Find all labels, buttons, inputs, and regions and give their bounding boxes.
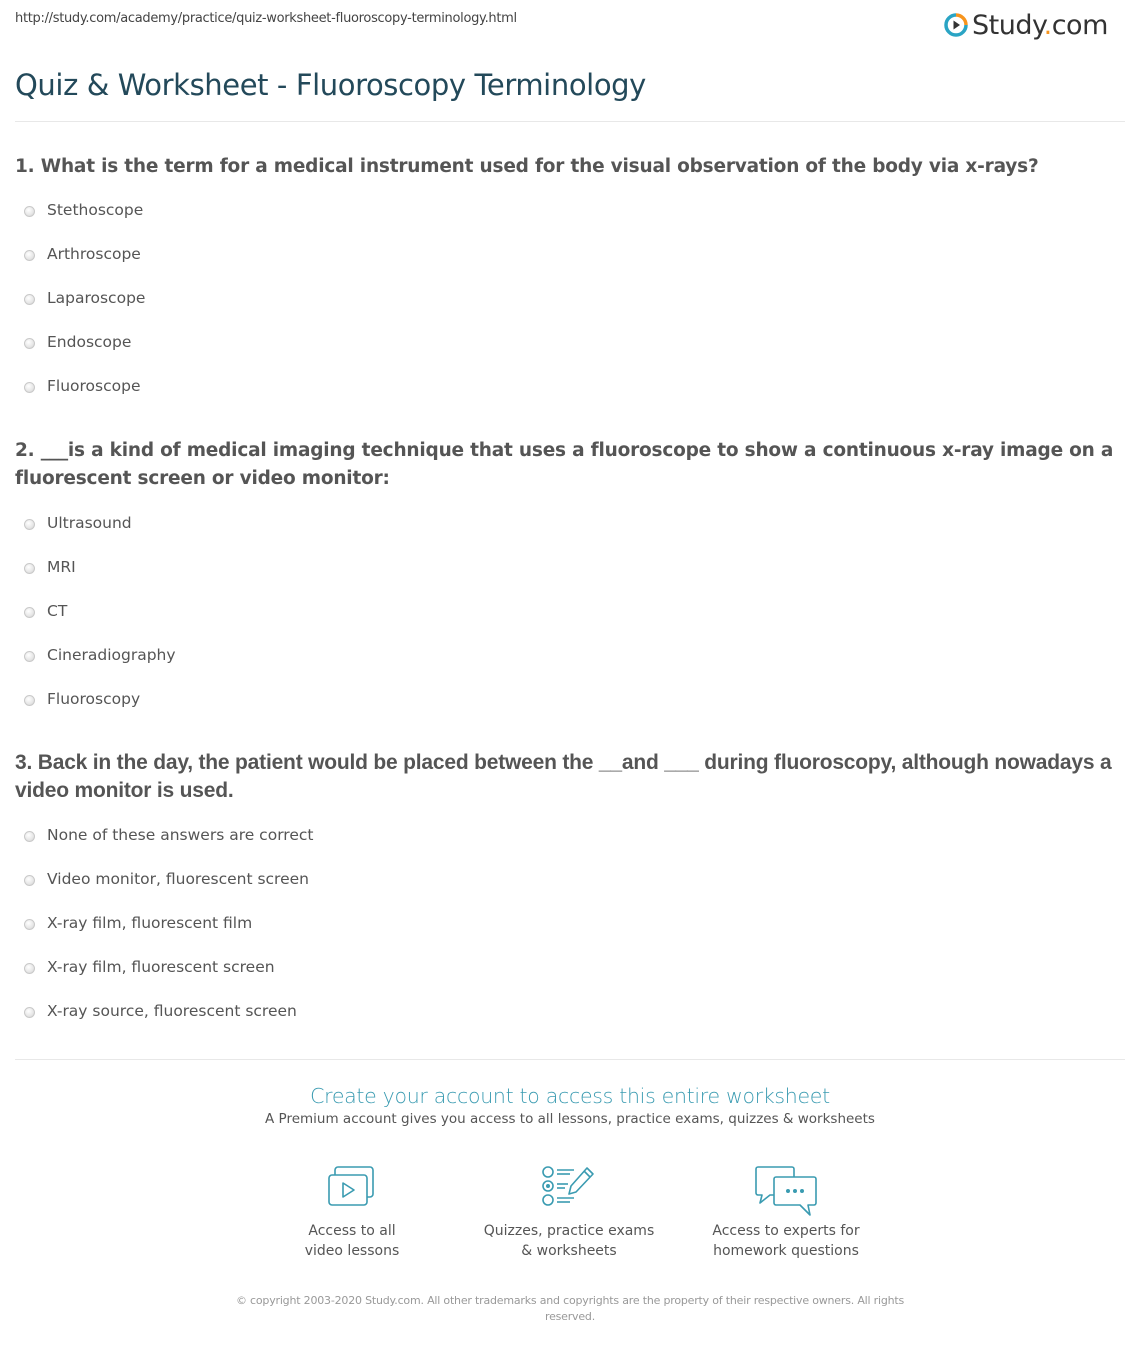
answer-option[interactable] (15, 689, 1125, 733)
option-label: Fluoroscope (47, 377, 141, 395)
radio-button[interactable] (24, 382, 35, 393)
video-lessons-icon (326, 1165, 378, 1209)
question-text: 2. ___is a kind of medical imaging technique that uses a fluoroscope to show a continuous x-ray image on a fluorescent screen or video monitor: (15, 440, 1114, 489)
radio-button[interactable] (24, 651, 35, 662)
radio-button[interactable] (24, 250, 35, 261)
cta-title-link[interactable]: Create your account to access this entire worksheet (310, 1084, 830, 1108)
answer-option[interactable] (15, 869, 1125, 913)
answer-option[interactable] (15, 557, 1125, 601)
option-label: MRI (47, 558, 76, 576)
radio-button[interactable] (24, 206, 35, 217)
chat-bubbles-icon (754, 1165, 818, 1217)
page-title: Quiz & Worksheet - Fluoroscopy Terminology (15, 68, 646, 102)
signup-cta (0, 1083, 1140, 1128)
radio-button[interactable] (24, 875, 35, 886)
radio-button[interactable] (24, 963, 35, 974)
radio-button[interactable] (24, 695, 35, 706)
play-circle-icon (944, 13, 968, 37)
copyright-notice: © copyright 2003-2020 Study.com. All other trademarks and copyrights are the property of their respective owners. All rights reserved. (235, 1294, 905, 1323)
option-label: Endoscope (47, 333, 132, 351)
answer-option[interactable] (15, 957, 1125, 1001)
option-label: Fluoroscopy (47, 690, 141, 708)
logo-dot: . (1043, 9, 1052, 41)
answer-option[interactable] (15, 913, 1125, 957)
answer-option[interactable] (15, 200, 1125, 244)
feature-label-line: homework questions (713, 1243, 859, 1259)
answer-option[interactable] (15, 332, 1125, 376)
logo-word: Study (972, 9, 1044, 41)
quiz-checklist-icon (540, 1165, 598, 1209)
cta-subtitle: A Premium account gives you access to all lessons, practice exams, quizzes & worksheets (265, 1111, 875, 1127)
answer-option[interactable] (15, 1001, 1125, 1045)
radio-button[interactable] (24, 919, 35, 930)
answer-option[interactable] (15, 825, 1125, 869)
radio-button[interactable] (24, 519, 35, 530)
radio-button[interactable] (24, 563, 35, 574)
option-label: Cineradiography (47, 646, 176, 664)
option-label: X-ray source, fluorescent screen (47, 1002, 297, 1020)
logo-text (972, 10, 1108, 41)
answer-option[interactable] (15, 244, 1125, 288)
radio-button[interactable] (24, 607, 35, 618)
option-label: X-ray film, fluorescent film (47, 914, 253, 932)
question-text: 3. Back in the day, the patient would be placed between the __and ___ during fluoroscopy, although nowadays a video monitor is used. (15, 751, 1112, 802)
option-label: None of these answers are correct (47, 826, 314, 844)
divider (15, 121, 1125, 122)
option-label: Laparoscope (47, 289, 146, 307)
feature-quizzes (469, 1165, 669, 1261)
question-text: 1. What is the term for a medical instrument used for the visual observation of the body via x-rays? (15, 156, 1039, 177)
answer-option[interactable] (15, 288, 1125, 332)
option-label: CT (47, 602, 68, 620)
radio-button[interactable] (24, 1007, 35, 1018)
answer-option[interactable] (15, 376, 1125, 420)
feature-video-lessons (252, 1165, 452, 1261)
option-label: Arthroscope (47, 245, 141, 263)
feature-label-line: video lessons (304, 1243, 400, 1259)
feature-label-line: & worksheets (521, 1243, 617, 1259)
radio-button[interactable] (24, 338, 35, 349)
study-logo[interactable] (944, 8, 1108, 42)
answer-option[interactable] (15, 645, 1125, 689)
divider (15, 1059, 1125, 1060)
feature-label-line: Access to experts for (712, 1223, 860, 1239)
answer-option[interactable] (15, 601, 1125, 645)
feature-experts (686, 1165, 886, 1261)
radio-button[interactable] (24, 294, 35, 305)
logo-suffix: com (1051, 9, 1108, 41)
page-url: http://study.com/academy/practice/quiz-worksheet-fluoroscopy-terminology.html (15, 11, 517, 26)
answer-option[interactable] (15, 513, 1125, 557)
question-2 (15, 437, 1125, 733)
option-label: Video monitor, fluorescent screen (47, 870, 309, 888)
question-3 (15, 749, 1125, 1045)
question-1 (15, 153, 1125, 420)
option-label: Stethoscope (47, 201, 144, 219)
feature-label-line: Quizzes, practice exams (483, 1223, 655, 1239)
option-label: Ultrasound (47, 514, 132, 532)
radio-button[interactable] (24, 831, 35, 842)
feature-label-line: Access to all (308, 1223, 396, 1239)
option-label: X-ray film, fluorescent screen (47, 958, 275, 976)
